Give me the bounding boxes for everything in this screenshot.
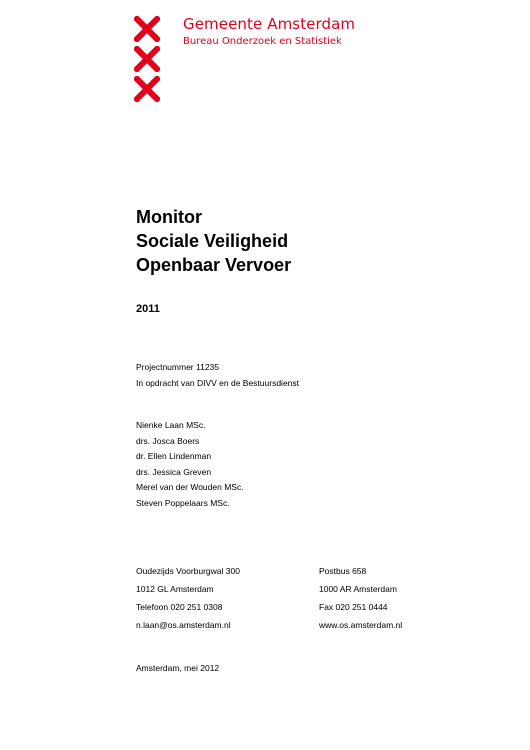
author-name: Nienke Laan MSc. [136, 420, 206, 430]
email-address: n.laan@os.amsterdam.nl [136, 620, 231, 630]
cross-icon [134, 76, 160, 102]
cross-icon [134, 16, 160, 42]
project-commissioned: In opdracht van DIVV en de Bestuursdienst [136, 377, 300, 388]
contact-address-column [136, 562, 240, 634]
report-year: 2011 [136, 303, 160, 315]
contact-postal-column [319, 562, 402, 634]
author-name: Merel van der Wouden MSc. [136, 482, 244, 492]
street-address: Oudezijds Voorburgwal 300 [136, 566, 240, 576]
organization-block [183, 15, 355, 47]
organization-name: Gemeente Amsterdam [183, 15, 356, 33]
place-and-date: Amsterdam, mei 2012 [136, 663, 220, 673]
cross-icon [134, 46, 160, 72]
website-url: www.os.amsterdam.nl [319, 620, 403, 630]
amsterdam-crosses-logo [134, 16, 162, 106]
author-list [136, 418, 244, 511]
author-name: dr. Ellen Lindenman [136, 451, 212, 461]
department-name: Bureau Onderzoek en Statistiek [183, 36, 342, 47]
title-line: Sociale Veiligheid [136, 231, 289, 251]
po-box: Postbus 658 [319, 566, 367, 576]
po-postal-code-city: 1000 AR Amsterdam [319, 584, 397, 594]
fax-number: Fax 020 251 0444 [319, 602, 388, 612]
project-info [136, 360, 299, 391]
report-title [136, 205, 291, 277]
phone-number: Telefoon 020 251 0308 [136, 602, 223, 612]
author-name: Steven Poppelaars MSc. [136, 497, 230, 508]
postal-code-city: 1012 GL Amsterdam [136, 584, 214, 594]
project-number: Projectnummer 11235 [136, 362, 219, 372]
author-name: drs. Jessica Greven [136, 466, 212, 477]
author-name: drs. Josca Boers [136, 435, 200, 446]
title-line: Openbaar Vervoer [136, 255, 292, 275]
title-line: Monitor [136, 207, 202, 227]
